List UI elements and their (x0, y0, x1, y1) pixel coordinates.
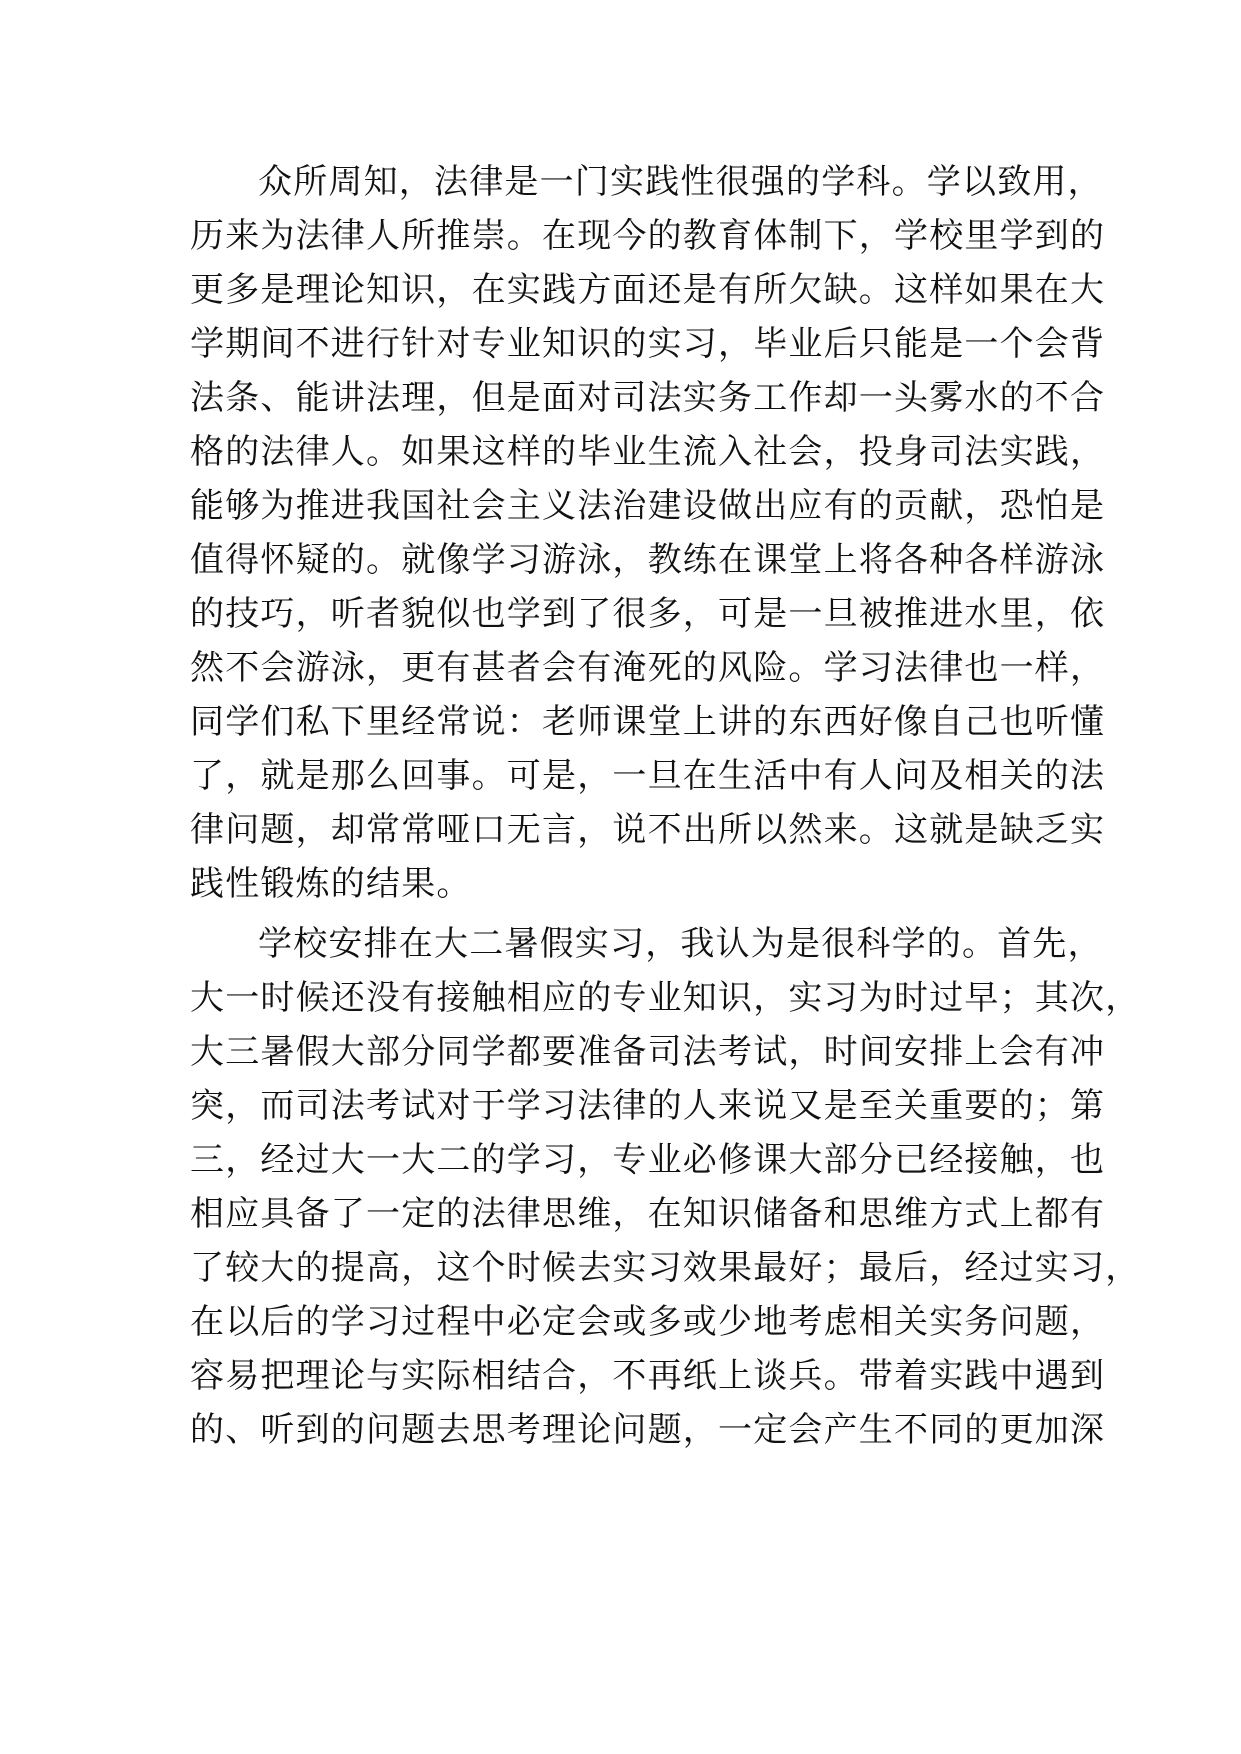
paragraph-line: 大三暑假大部分同学都要准备司法考试，时间安排上会有冲 (190, 1032, 1106, 1072)
paragraph-line: 值得怀疑的。就像学习游泳，教练在课堂上将各种各样游泳 (190, 540, 1106, 580)
paragraph-line: 了较大的提高，这个时候去实习效果最好；最后，经过实习， (190, 1248, 1141, 1288)
paragraph-line: 同学们私下里经常说：老师课堂上讲的东西好像自己也听懂 (190, 702, 1106, 742)
paragraph-line: 学校安排在大二暑假实习，我认为是很科学的。首先， (258, 924, 1103, 964)
paragraph-line: 历来为法律人所推崇。在现今的教育体制下，学校里学到的 (190, 216, 1106, 256)
paragraph-line: 然不会游泳，更有甚者会有淹死的风险。学习法律也一样， (190, 648, 1106, 688)
paragraph-line: 格的法律人。如果这样的毕业生流入社会，投身司法实践， (190, 432, 1106, 472)
paragraph-line: 众所周知，法律是一门实践性很强的学科。学以致用， (258, 162, 1103, 202)
paragraph-line: 容易把理论与实际相结合，不再纸上谈兵。带着实践中遇到 (190, 1356, 1106, 1396)
paragraph-line: 相应具备了一定的法律思维，在知识储备和思维方式上都有 (190, 1194, 1106, 1234)
paragraph-line: 法条、能讲法理，但是面对司法实务工作却一头雾水的不合 (190, 378, 1106, 418)
paragraph-line: 大一时候还没有接触相应的专业知识，实习为时过早；其次， (190, 978, 1141, 1018)
paragraph-2 (190, 917, 1141, 1457)
paragraph-line: 更多是理论知识，在实践方面还是有所欠缺。这样如果在大 (190, 270, 1106, 310)
paragraph-line: 律问题，却常常哑口无言，说不出所以然来。这就是缺乏实 (190, 810, 1106, 850)
paragraph-line: 践性锻炼的结果。 (190, 864, 472, 904)
paragraph-line: 学期间不进行针对专业知识的实习，毕业后只能是一个会背 (190, 324, 1106, 364)
paragraph-line: 的技巧，听者貌似也学到了很多，可是一旦被推进水里，依 (190, 594, 1106, 634)
paragraph-line: 在以后的学习过程中必定会或多或少地考虑相关实务问题， (190, 1302, 1106, 1342)
paragraph-line: 三，经过大一大二的学习，专业必修课大部分已经接触，也 (190, 1140, 1106, 1180)
paragraph-line: 突，而司法考试对于学习法律的人来说又是至关重要的；第 (190, 1086, 1106, 1126)
paragraph-1 (190, 155, 1106, 911)
paragraph-line: 能够为推进我国社会主义法治建设做出应有的贡献，恐怕是 (190, 486, 1106, 526)
paragraph-line: 了，就是那么回事。可是，一旦在生活中有人问及相关的法 (190, 756, 1106, 796)
document-body (190, 155, 1141, 1457)
paragraph-line: 的、听到的问题去思考理论问题，一定会产生不同的更加深 (190, 1410, 1106, 1450)
